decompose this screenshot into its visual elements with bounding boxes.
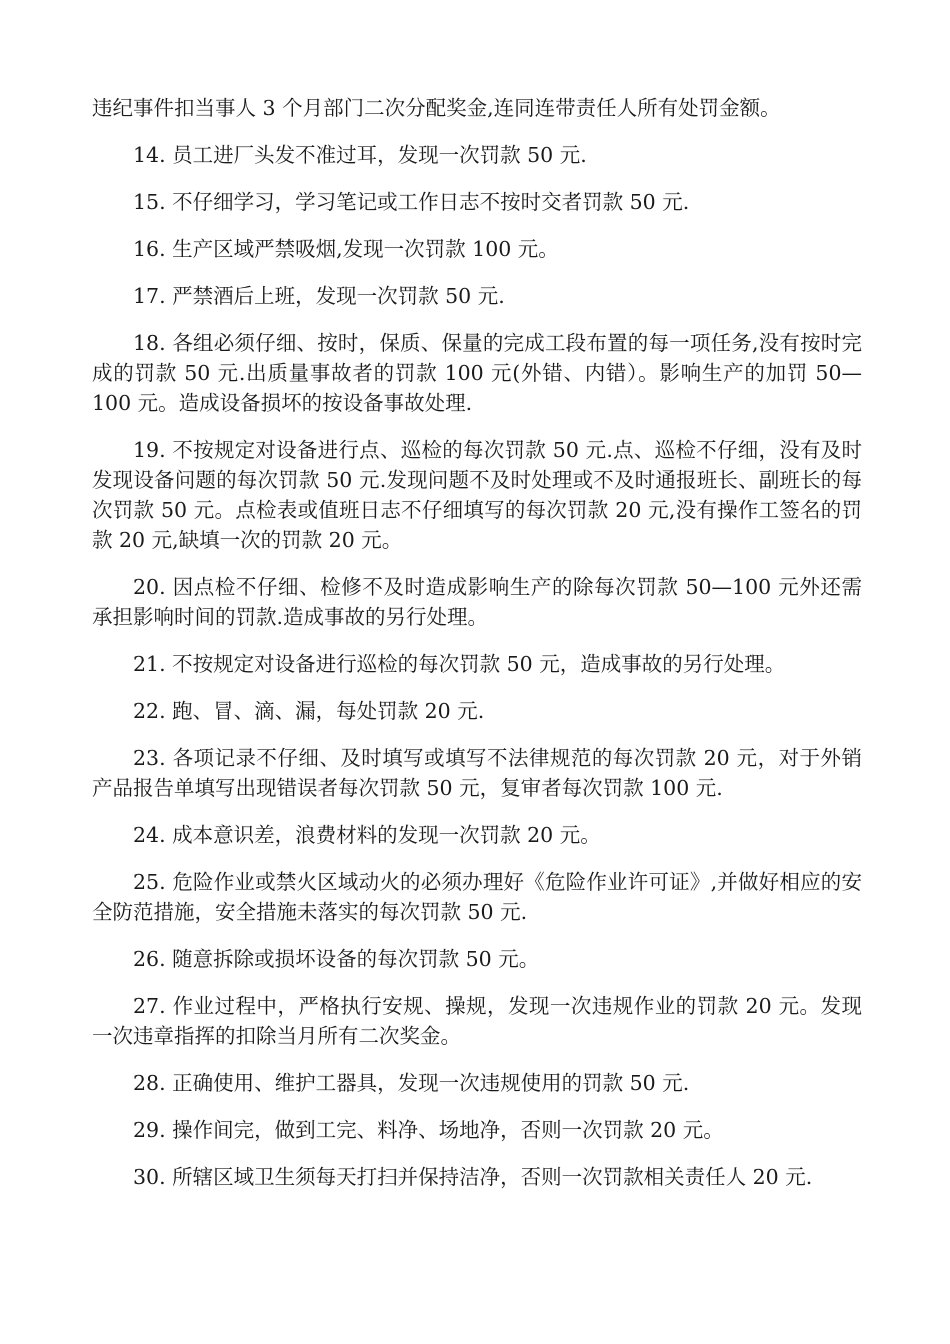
rule-item-20: 20. 因点检不仔细、检修不及时造成影响生产的除每次罚款 50—100 元外还需承担影响时间的罚款.造成事故的另行处理。 [92, 575, 862, 629]
rule-item-19: 19. 不按规定对设备进行点、巡检的每次罚款 50 元.点、巡检不仔细，没有及时发现设备问题的每次罚款 50 元.发现问题不及时处理或不及时通报班长、副班长的每次罚款 50 元。点检表或值班日志不仔细填写的每次罚款 20 元,没有操作工签名的罚款 20 元,缺填一次的罚款 20 元。 [92, 438, 862, 552]
rule-item-24: 24. 成本意识差，浪费材料的发现一次罚款 20 元。 [133, 823, 601, 847]
rule-item-30: 30. 所辖区域卫生须每天打扫并保持洁净，否则一次罚款相关责任人 20 元. [133, 1165, 813, 1189]
document-page [92, 93, 862, 1209]
rule-item-29: 29. 操作间完，做到工完、料净、场地净，否则一次罚款 20 元。 [133, 1118, 724, 1142]
continuation-paragraph: 违纪事件扣当事人 3 个月部门二次分配奖金,连同连带责任人所有处罚金额。 [92, 96, 781, 120]
rule-item-23: 23. 各项记录不仔细、及时填写或填写不法律规范的每次罚款 20 元，对于外销产品报告单填写出现错误者每次罚款 50 元，复审者每次罚款 100 元. [92, 746, 862, 800]
rule-item-15: 15. 不仔细学习，学习笔记或工作日志不按时交者罚款 50 元. [133, 190, 690, 214]
rule-item-14: 14. 员工进厂头发不准过耳，发现一次罚款 50 元. [133, 143, 587, 167]
rule-item-25: 25. 危险作业或禁火区域动火的必须办理好《危险作业许可证》,并做好相应的安全防范措施，安全措施未落实的每次罚款 50 元. [92, 870, 862, 924]
rule-item-28: 28. 正确使用、维护工器具，发现一次违规使用的罚款 50 元. [133, 1071, 690, 1095]
rule-item-16: 16. 生产区域严禁吸烟,发现一次罚款 100 元。 [133, 237, 559, 261]
rule-item-18: 18. 各组必须仔细、按时，保质、保量的完成工段布置的每一项任务,没有按时完成的罚款 50 元.出质量事故者的罚款 100 元(外错、内错）。影响生产的加罚 50—100 元。造成设备损坏的按设备事故处理. [92, 331, 862, 415]
rule-item-27: 27. 作业过程中，严格执行安规、操规，发现一次违规作业的罚款 20 元。发现一次违章指挥的扣除当月所有二次奖金。 [92, 994, 862, 1048]
rule-item-21: 21. 不按规定对设备进行巡检的每次罚款 50 元，造成事故的另行处理。 [133, 652, 786, 676]
rule-item-17: 17. 严禁酒后上班，发现一次罚款 50 元. [133, 284, 505, 308]
rule-item-26: 26. 随意拆除或损坏设备的每次罚款 50 元。 [133, 947, 540, 971]
rule-item-22: 22. 跑、冒、滴、漏，每处罚款 20 元. [133, 699, 485, 723]
